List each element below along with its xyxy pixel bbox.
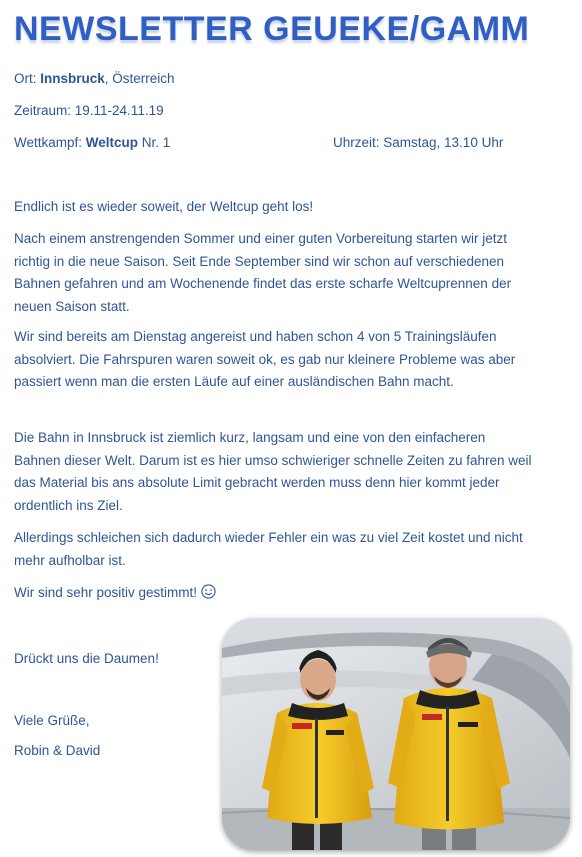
time-line: Uhrzeit: Samstag, 13.10 Uhr <box>333 135 504 150</box>
competition-label: Wettkampf: <box>14 135 86 150</box>
competition-line <box>14 133 170 153</box>
location-label: Ort: <box>14 71 41 86</box>
paragraph-intro: Endlich ist es wieder soweit, der Weltcup geht los! <box>14 199 314 214</box>
competition-number: Nr. 1 <box>138 135 171 150</box>
location-city: Innsbruck <box>40 71 105 86</box>
period-line: Zeitraum: 19.11-24.11.19 <box>14 103 164 118</box>
page-title: NEWSLETTER GEUEKE/GAMM <box>14 10 530 48</box>
closing-greeting: Viele Grüße, <box>14 713 90 728</box>
paragraph-season: Nach einem anstrengenden Sommer und einer guten Vorbereitung starten wir jetzt richtig in die neue Saison. Seit Ende September sind wir schon auf verschiedenen Bahnen gefahren und am Wochenende findet das erste scharfe Weltcuprennen der neuen Saison statt. <box>14 231 512 314</box>
paragraph-track: Die Bahn in Innsbruck ist ziemlich kurz, langsam und eine von den einfacheren Bahnen dieser Welt. Darum ist es hier umso schwieriger schnelle Zeiten zu fahren weil das Material bis ans absolute Limit gebracht werden muss denn hier kommt jeder ordentlich ins Ziel. <box>14 430 532 513</box>
competition-name: Weltcup <box>85 135 139 150</box>
location-line <box>14 69 175 89</box>
closing-thumbs: Drückt uns die Daumen! <box>14 651 159 666</box>
paragraph-positive <box>14 582 534 605</box>
smiley-icon <box>201 584 216 599</box>
paragraph-training: Wir sind bereits am Dienstag angereist und haben schon 4 von 5 Trainingsläufen absolviert. Die Fahrspuren waren soweit ok, es gab nur kleinere Probleme was aber passiert wenn man die ersten Läufe auf einer ausländischen Bahn macht. <box>14 329 516 389</box>
positive-text: Wir sind sehr positiv gestimmt! <box>14 585 198 600</box>
team-photo <box>222 618 570 850</box>
paragraph-errors: Allerdings schleichen sich dadurch wieder Fehler ein was zu viel Zeit kostet und nicht mehr aufholbar ist. <box>14 530 523 568</box>
closing-signature: Robin & David <box>14 743 101 758</box>
location-country: , Österreich <box>104 71 175 86</box>
